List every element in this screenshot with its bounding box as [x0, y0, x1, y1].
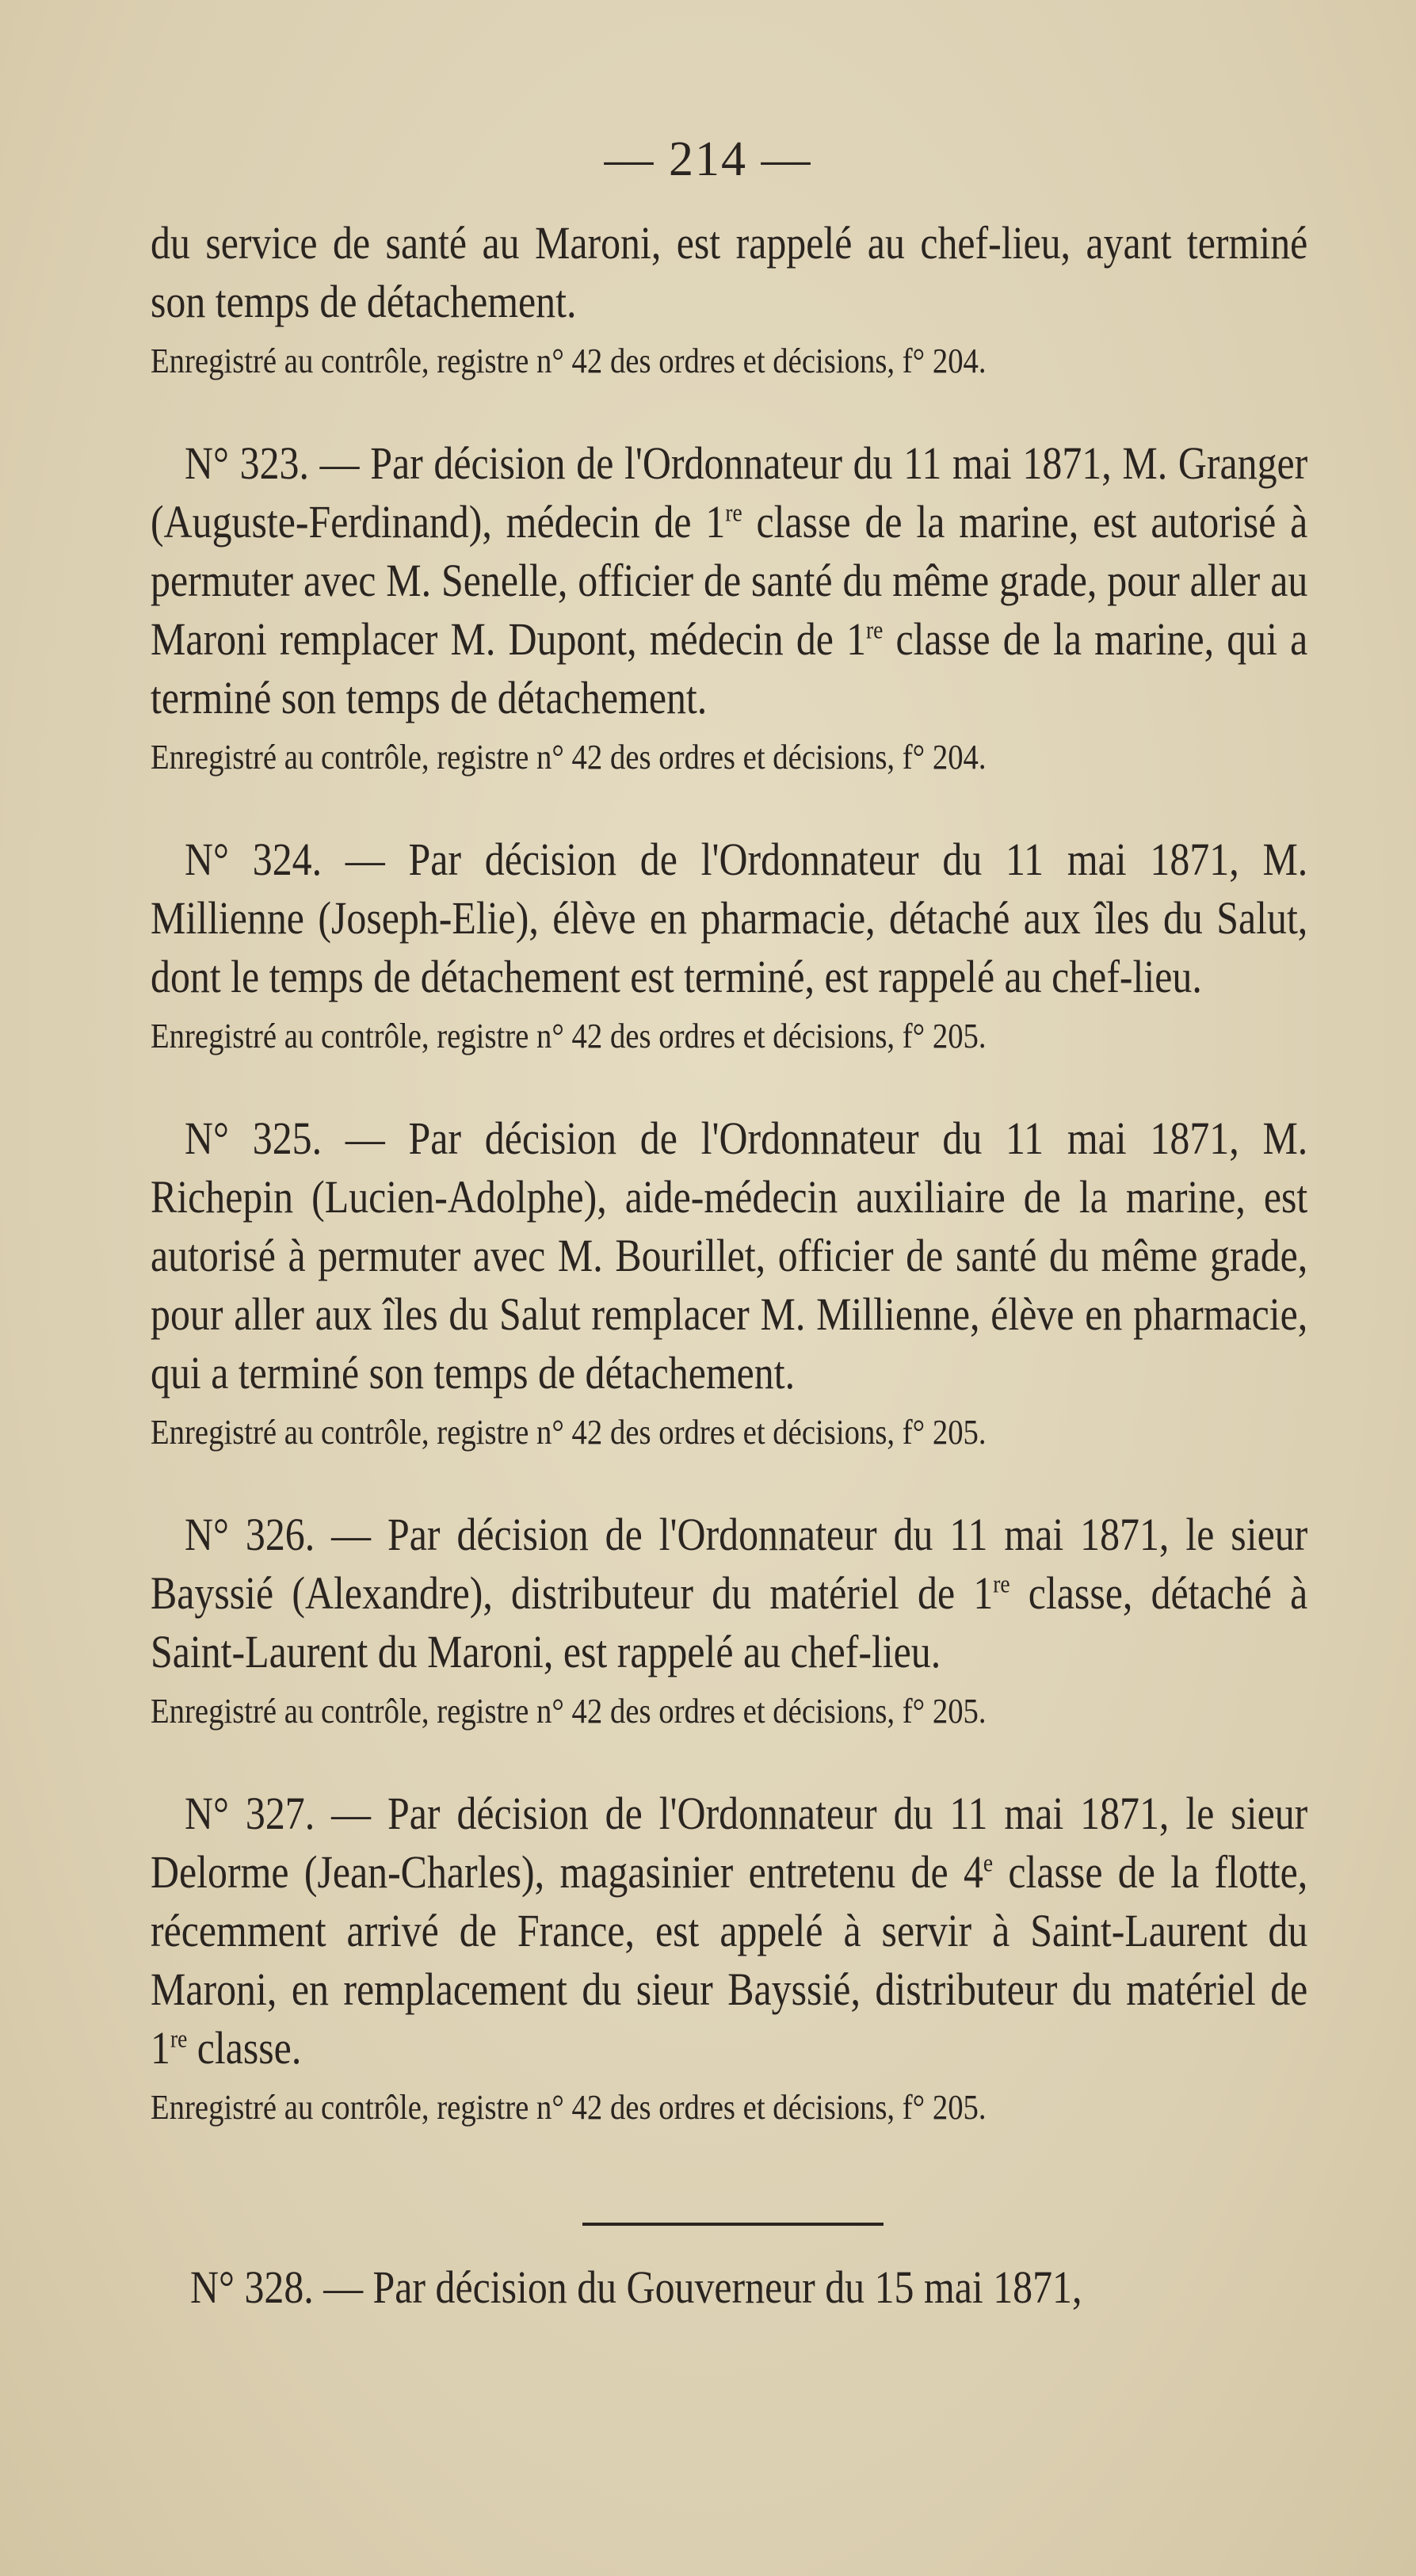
entry-327	[151, 1784, 1307, 2128]
entry-number: N° 327. —	[185, 1788, 388, 1839]
entry-registration: Enregistré au contrôle, registre n° 42 des ordres et décisions, f° 205.	[151, 1692, 987, 1731]
entry-paragraph	[151, 830, 1307, 1006]
entry-paragraph	[151, 1506, 1307, 1681]
ordinal-suffix: re	[866, 616, 884, 644]
entry-325	[151, 1109, 1307, 1453]
intro-block	[151, 214, 1307, 382]
page-number: — 214 —	[604, 132, 812, 186]
section-divider	[582, 2223, 884, 2226]
entry-text: Par décision de l'Ordonnateur du 11 mai 1871, M. Millienne (Joseph-Elie), élève en pharmacie, détaché aux îles du Salut, dont le temps de détachement est terminé, est rappelé au chef-lieu.	[151, 834, 1308, 1002]
page-body	[151, 214, 1307, 2181]
intro-paragraph: du service de santé au Maroni, est rappelé au chef-lieu, ayant terminé son temps de détachement.	[151, 217, 1308, 327]
entry-324	[151, 830, 1307, 1057]
entry-registration: Enregistré au contrôle, registre n° 42 des ordres et décisions, f° 205.	[151, 1017, 987, 1055]
entry-registration: Enregistré au contrôle, registre n° 42 des ordres et décisions, f° 204.	[151, 738, 987, 777]
entry-registration: Enregistré au contrôle, registre n° 42 des ordres et décisions, f° 205.	[151, 2088, 987, 2127]
entry-number: N° 325. —	[185, 1112, 409, 1164]
entry-number: N° 324. —	[185, 834, 409, 885]
entry-text: Par décision de l'Ordonnateur du 11 mai 1871, le sieur Delorme (Jean-Charles), magasinier entretenu de 4e classe de la flotte, récemment arrivé de France, est appelé à servir à Saint-Laurent du Maroni, en remplacement du sieur Bayssié, distributeur du matériel de 1re classe.	[151, 1788, 1308, 2074]
entry-text: Par décision de l'Ordonnateur du 11 mai 1871, le sieur Bayssié (Alexandre), distributeur du matériel de 1re classe, détaché à Saint-Laurent du Maroni, est rappelé au chef-lieu.	[151, 1509, 1308, 1677]
entry-paragraph	[151, 434, 1307, 727]
entry-paragraph	[151, 1784, 1307, 2078]
entry-323	[151, 434, 1307, 778]
ordinal-suffix: e	[983, 1849, 994, 1877]
entry-number: N° 323. —	[185, 437, 371, 489]
entry-number: N° 326. —	[185, 1509, 388, 1560]
entry-text: Par décision de l'Ordonnateur du 11 mai 1871, M. Granger (Auguste-Ferdinand), médecin de 1re classe de la marine, est autorisé à permuter avec M. Senelle, officier de santé du même grade, pour aller au Maroni remplacer M. Dupont, médecin de 1re classe de la marine, qui a terminé son temps de détachement.	[151, 437, 1308, 723]
entry-registration: Enregistré au contrôle, registre n° 42 des ordres et décisions, f° 205.	[151, 1413, 987, 1452]
entry-328-start: N° 328. — Par décision du Gouverneur du 15 mai 1871,	[190, 2261, 1082, 2313]
entry-paragraph	[151, 1109, 1307, 1402]
entry-326	[151, 1506, 1307, 1732]
ordinal-suffix: re	[725, 498, 742, 527]
intro-registration: Enregistré au contrôle, registre n° 42 des ordres et décisions, f° 204.	[151, 342, 987, 380]
entry-text: Par décision de l'Ordonnateur du 11 mai 1871, M. Richepin (Lucien-Adolphe), aide-médecin auxiliaire de la marine, est autorisé à permuter avec M. Bourillet, officier de santé du même grade, pour aller aux îles du Salut remplacer M. Millienne, élève en pharmacie, qui a terminé son temps de détachement.	[151, 1112, 1308, 1399]
ordinal-suffix: re	[993, 1570, 1010, 1598]
ordinal-suffix: re	[170, 2025, 188, 2053]
